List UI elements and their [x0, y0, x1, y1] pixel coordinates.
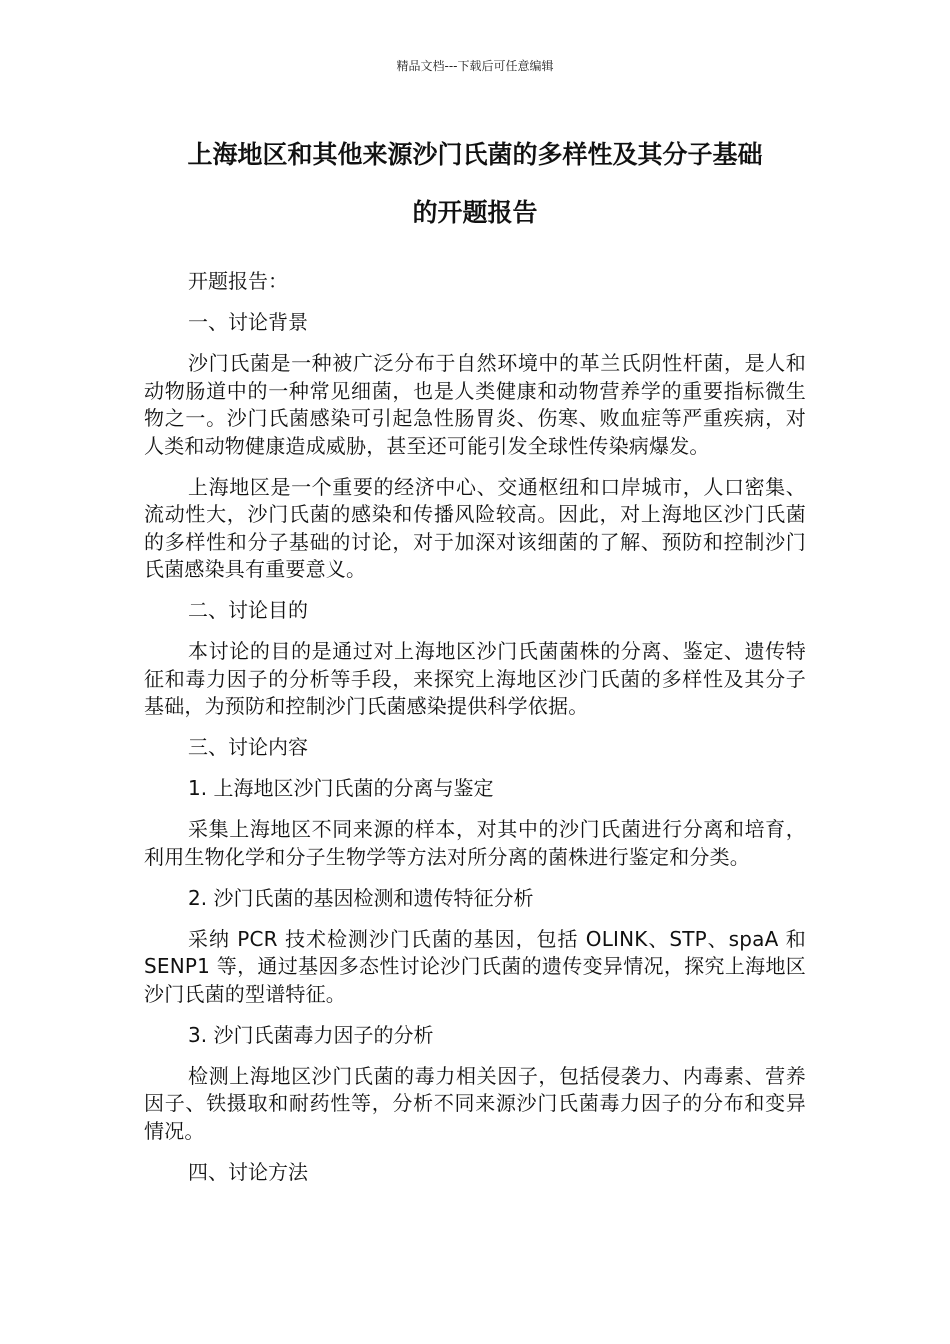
section-label-report: 开题报告： — [188, 269, 288, 293]
page-header: 精品文档---下载后可任意编辑 — [396, 59, 554, 73]
section-heading-content: 三、讨论内容 — [188, 735, 308, 759]
document-body — [144, 268, 806, 1200]
subheading-virulence: 3. 沙门氏菌毒力因子的分析 — [188, 1022, 434, 1047]
paragraph-purpose: 本讨论的目的是通过对上海地区沙门氏菌菌株的分离、鉴定、遗传特征和毒力因子的分析等手段，来探究上海地区沙门氏菌的多样性及其分子基础，为预防和控制沙门氏菌感染提供科学依据。 — [144, 639, 806, 718]
section-heading-background: 一、讨论背景 — [188, 310, 308, 334]
section-heading-purpose: 二、讨论目的 — [188, 598, 308, 622]
section-heading-methods: 四、讨论方法 — [188, 1159, 308, 1184]
paragraph-background-1: 沙门氏菌是一种被广泛分布于自然环境中的革兰氏阴性杆菌，是人和动物肠道中的一种常见细菌，也是人类健康和动物营养学的重要指标微生物之一。沙门氏菌感染可引起急性肠胃炎、伤寒、败血症等严重疾病，对人类和动物健康造成威胁，甚至还可能引发全球性传染病爆发。 — [144, 351, 806, 458]
title-line-2: 的开题报告 — [412, 198, 538, 227]
document-title — [140, 126, 810, 242]
paragraph-background-2: 上海地区是一个重要的经济中心、交通枢纽和口岸城市，人口密集、流动性大，沙门氏菌的感染和传播风险较高。因此，对上海地区沙门氏菌的多样性和分子基础的讨论，对于加深对该细菌的了解、预防和控制沙门氏菌感染具有重要意义。 — [144, 474, 806, 581]
subheading-isolation: 1. 上海地区沙门氏菌的分离与鉴定 — [188, 776, 494, 800]
paragraph-isolation: 采集上海地区不同来源的样本，对其中的沙门氏菌进行分离和培育，利用生物化学和分子生物学等方法对所分离的菌株进行鉴定和分类。 — [144, 817, 806, 869]
title-line-1: 上海地区和其他来源沙门氏菌的多样性及其分子基础 — [187, 140, 763, 169]
paragraph-genetics: 采纳 PCR 技术检测沙门氏菌的基因，包括 OLINK、STP、spaA 和 SENP1 等，通过基因多态性讨论沙门氏菌的遗传变异情况，探究上海地区沙门氏菌的型谱特征。 — [144, 926, 806, 1006]
subheading-genetics: 2. 沙门氏菌的基因检测和遗传特征分析 — [188, 885, 534, 910]
paragraph-virulence: 检测上海地区沙门氏菌的毒力相关因子，包括侵袭力、内毒素、营养因子、铁摄取和耐药性等，分析不同来源沙门氏菌毒力因子的分布和变异情况。 — [144, 1063, 806, 1143]
